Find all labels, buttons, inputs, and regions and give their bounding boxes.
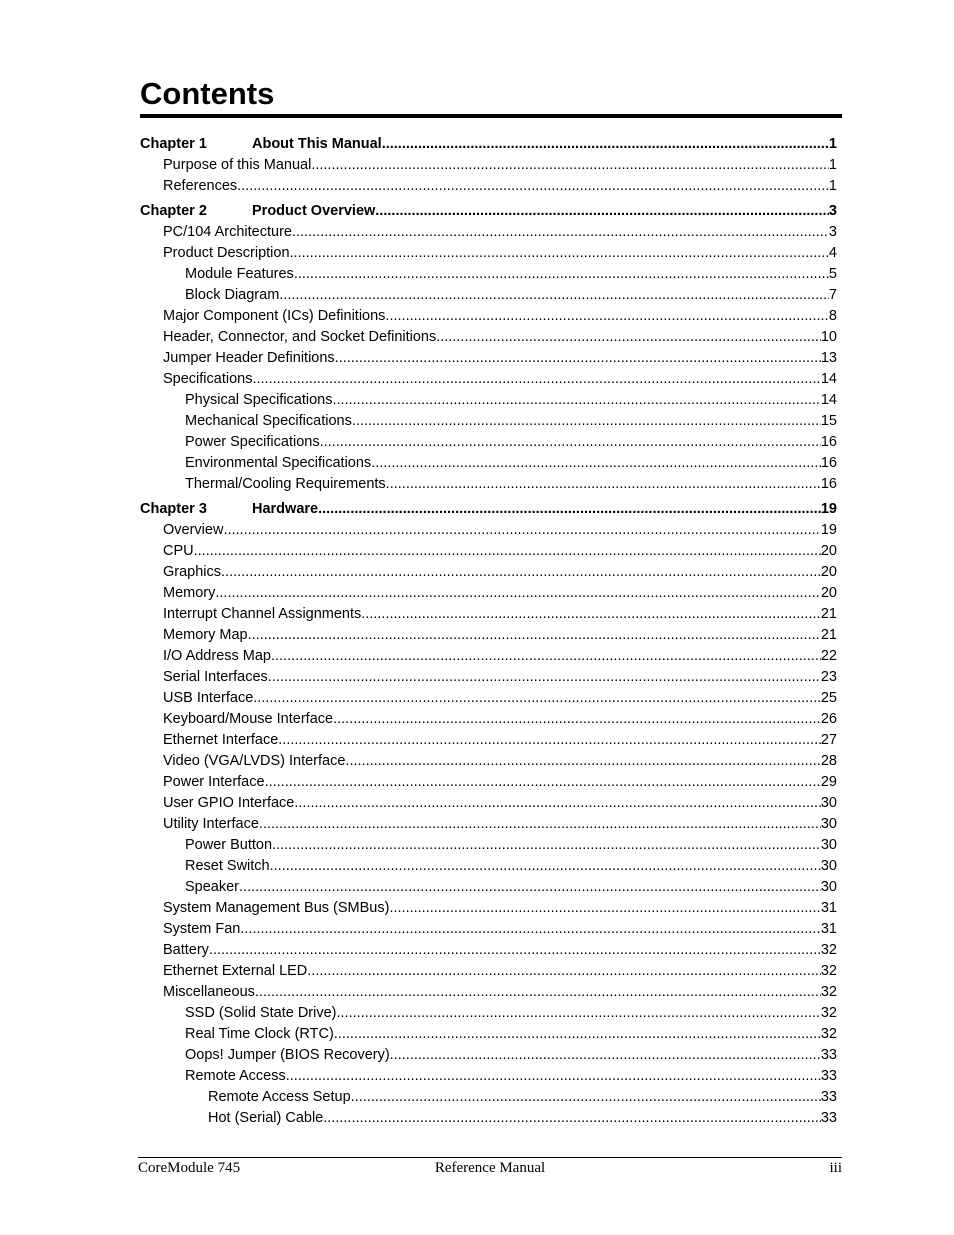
toc-entry-row[interactable] — [140, 264, 837, 285]
toc-entry-row[interactable] — [140, 369, 837, 390]
toc-entry-title: Real Time Clock (RTC) — [185, 1026, 334, 1042]
toc-entry-row[interactable] — [140, 772, 837, 793]
toc-entry-title: Hot (Serial) Cable — [208, 1110, 324, 1126]
toc-entry-title: Oops! Jumper (BIOS Recovery) — [185, 1047, 390, 1063]
toc-page-number: 32 — [820, 942, 837, 958]
toc-entry-row[interactable] — [140, 919, 837, 940]
toc-page-number: 16 — [820, 455, 837, 471]
toc-page-number: 33 — [820, 1047, 837, 1063]
toc-dot-leader — [272, 835, 821, 856]
toc-dot-leader — [382, 134, 829, 155]
toc-entry-title: Specifications — [163, 371, 253, 387]
table-of-contents — [140, 134, 837, 1129]
toc-page-number: 33 — [820, 1089, 837, 1105]
toc-page-number: 32 — [820, 984, 837, 1000]
title-rule — [140, 114, 842, 118]
toc-page-number: 21 — [820, 606, 837, 622]
toc-entry-row[interactable] — [140, 432, 837, 453]
toc-dot-leader — [292, 222, 829, 243]
toc-entry-row[interactable] — [140, 155, 837, 176]
toc-entry-row[interactable] — [140, 1045, 837, 1066]
toc-dot-leader — [271, 646, 821, 667]
toc-page-number: 16 — [820, 434, 837, 450]
toc-entry-row[interactable] — [140, 688, 837, 709]
toc-dot-leader — [307, 961, 821, 982]
toc-page-number: 20 — [820, 585, 837, 601]
toc-chapter-row[interactable] — [140, 499, 837, 520]
toc-entry-title: Thermal/Cooling Requirements — [185, 476, 386, 492]
toc-entry-title: Keyboard/Mouse Interface — [163, 711, 334, 727]
toc-entry-title: System Fan — [163, 921, 241, 937]
toc-entry-title: Block Diagram — [185, 287, 280, 303]
footer-rule — [138, 1157, 842, 1158]
toc-page-number: 8 — [828, 308, 837, 324]
toc-dot-leader — [221, 562, 821, 583]
toc-entry-title: SSD (Solid State Drive) — [185, 1005, 337, 1021]
toc-dot-leader — [255, 982, 821, 1003]
toc-entry-row[interactable] — [140, 562, 837, 583]
toc-entry-title: Memory Map — [163, 627, 248, 643]
toc-chapter-row[interactable] — [140, 201, 837, 222]
toc-dot-leader — [294, 793, 821, 814]
toc-page-number: 3 — [828, 203, 837, 219]
toc-page-number: 32 — [820, 1026, 837, 1042]
toc-entry-title: Graphics — [163, 564, 222, 580]
toc-dot-leader — [209, 940, 821, 961]
toc-page-number: 13 — [820, 350, 837, 366]
toc-dot-leader — [361, 604, 821, 625]
toc-entry-title: Product Overview — [252, 203, 376, 219]
toc-page-number: 30 — [820, 795, 837, 811]
toc-entry-title: Serial Interfaces — [163, 669, 268, 685]
toc-entry-title: Remote Access Setup — [208, 1089, 351, 1105]
toc-entry-title: Product Description — [163, 245, 290, 261]
toc-page-number: 16 — [820, 476, 837, 492]
toc-entry-row[interactable] — [140, 1108, 837, 1129]
toc-chapter-number: Chapter 3 — [140, 501, 207, 517]
toc-entry-title: References — [163, 178, 238, 194]
toc-entry-row[interactable] — [140, 814, 837, 835]
toc-entry-row[interactable] — [140, 583, 837, 604]
toc-entry-title: Utility Interface — [163, 816, 259, 832]
toc-dot-leader — [248, 625, 821, 646]
toc-page-number: 19 — [820, 501, 837, 517]
toc-entry-title: System Management Bus (SMBus) — [163, 900, 390, 916]
toc-dot-leader — [294, 264, 829, 285]
toc-entry-title: Miscellaneous — [163, 984, 255, 1000]
page-title: Contents — [140, 76, 275, 111]
toc-dot-leader — [335, 348, 821, 369]
toc-dot-leader — [279, 285, 829, 306]
toc-entry-row[interactable] — [140, 1003, 837, 1024]
toc-entry-title: I/O Address Map — [163, 648, 271, 664]
toc-page-number: 22 — [820, 648, 837, 664]
toc-dot-leader — [239, 877, 821, 898]
toc-page-number: 20 — [820, 543, 837, 559]
toc-entry-title: Major Component (ICs) Definitions — [163, 308, 386, 324]
toc-entry-row[interactable] — [140, 520, 837, 541]
toc-dot-leader — [223, 520, 820, 541]
toc-dot-leader — [268, 667, 821, 688]
toc-dot-leader — [311, 155, 829, 176]
toc-page-number: 30 — [820, 858, 837, 874]
toc-entry-row[interactable] — [140, 835, 837, 856]
toc-entry-row[interactable] — [140, 751, 837, 772]
toc-dot-leader — [386, 474, 821, 495]
toc-dot-leader — [259, 814, 821, 835]
toc-entry-title: About This Manual — [252, 136, 382, 152]
toc-page-number: 23 — [820, 669, 837, 685]
footer-product-name: CoreModule 745 — [138, 1160, 241, 1176]
toc-dot-leader — [436, 327, 821, 348]
toc-entry-row[interactable] — [140, 327, 837, 348]
toc-page-number: 31 — [820, 921, 837, 937]
toc-entry-title: Jumper Header Definitions — [163, 350, 335, 366]
toc-entry-title: Purpose of this Manual — [163, 157, 312, 173]
toc-page-number: 30 — [820, 816, 837, 832]
toc-chapter-number: Chapter 1 — [140, 136, 207, 152]
toc-page-number: 25 — [820, 690, 837, 706]
toc-page-number: 19 — [820, 522, 837, 538]
toc-entry-row[interactable] — [140, 222, 837, 243]
toc-entry-row[interactable] — [140, 390, 837, 411]
toc-dot-leader — [334, 1024, 821, 1045]
toc-entry-title: Speaker — [185, 879, 240, 895]
toc-entry-row[interactable] — [140, 604, 837, 625]
toc-dot-leader — [345, 751, 820, 772]
toc-dot-leader — [371, 453, 821, 474]
toc-page-number: 4 — [828, 245, 837, 261]
toc-dot-leader — [318, 499, 821, 520]
toc-dot-leader — [270, 856, 821, 877]
toc-entry-title: Hardware — [252, 501, 319, 517]
footer-page-number: iii — [829, 1160, 842, 1176]
toc-dot-leader — [375, 201, 829, 222]
toc-entry-title: Video (VGA/LVDS) Interface — [163, 753, 346, 769]
toc-dot-leader — [323, 1108, 821, 1129]
toc-page-number: 1 — [828, 136, 837, 152]
toc-entry-title: Memory — [163, 585, 216, 601]
toc-entry-row[interactable] — [140, 877, 837, 898]
toc-entry-row[interactable] — [140, 646, 837, 667]
toc-entry-title: Power Button — [185, 837, 273, 853]
toc-page-number: 32 — [820, 1005, 837, 1021]
toc-entry-row[interactable] — [140, 411, 837, 432]
toc-dot-leader — [390, 1045, 821, 1066]
toc-dot-leader — [194, 541, 821, 562]
toc-entry-row[interactable] — [140, 856, 837, 877]
toc-entry-title: CPU — [163, 543, 194, 559]
toc-dot-leader — [253, 688, 821, 709]
toc-chapter-row[interactable] — [140, 134, 837, 155]
toc-entry-row[interactable] — [140, 625, 837, 646]
toc-dot-leader — [265, 772, 821, 793]
toc-entry-row[interactable] — [140, 541, 837, 562]
toc-dot-leader — [351, 1087, 821, 1108]
toc-page-number: 14 — [820, 371, 837, 387]
toc-entry-title: Power Interface — [163, 774, 265, 790]
toc-entry-row[interactable] — [140, 1024, 837, 1045]
toc-page-number: 3 — [828, 224, 837, 240]
toc-entry-row[interactable] — [140, 1087, 837, 1108]
toc-entry-title: Overview — [163, 522, 224, 538]
toc-entry-title: Power Specifications — [185, 434, 320, 450]
toc-entry-title: Interrupt Channel Assignments — [163, 606, 362, 622]
toc-dot-leader — [278, 730, 821, 751]
toc-dot-leader — [337, 1003, 821, 1024]
toc-entry-title: Physical Specifications — [185, 392, 333, 408]
toc-dot-leader — [215, 583, 820, 604]
toc-dot-leader — [286, 1066, 821, 1087]
toc-page-number: 10 — [820, 329, 837, 345]
toc-page-number: 20 — [820, 564, 837, 580]
toc-entry-title: Module Features — [185, 266, 294, 282]
toc-entry-row[interactable] — [140, 940, 837, 961]
toc-dot-leader — [352, 411, 821, 432]
toc-entry-row[interactable] — [140, 285, 837, 306]
footer-document-type: Reference Manual — [434, 1160, 546, 1176]
toc-dot-leader — [320, 432, 821, 453]
toc-page-number: 1 — [828, 178, 837, 194]
toc-entry-row[interactable] — [140, 982, 837, 1003]
toc-page-number: 26 — [820, 711, 837, 727]
toc-dot-leader — [237, 176, 829, 197]
toc-page-number: 29 — [820, 774, 837, 790]
toc-entry-title: Ethernet Interface — [163, 732, 279, 748]
toc-entry-row[interactable] — [140, 348, 837, 369]
toc-page-number: 15 — [820, 413, 837, 429]
toc-page-number: 30 — [820, 837, 837, 853]
toc-entry-row[interactable] — [140, 474, 837, 495]
toc-page-number: 5 — [828, 266, 837, 282]
toc-page-number: 30 — [820, 879, 837, 895]
toc-entry-row[interactable] — [140, 243, 837, 264]
toc-entry-title: Battery — [163, 942, 209, 958]
toc-dot-leader — [385, 306, 829, 327]
toc-entry-row[interactable] — [140, 1066, 837, 1087]
toc-dot-leader — [252, 369, 820, 390]
toc-page-number: 32 — [820, 963, 837, 979]
toc-page-number: 1 — [828, 157, 837, 173]
toc-entry-title: USB Interface — [163, 690, 254, 706]
toc-entry-title: Header, Connector, and Socket Definitions — [163, 329, 437, 345]
toc-entry-row[interactable] — [140, 709, 837, 730]
toc-entry-title: Environmental Specifications — [185, 455, 372, 471]
toc-chapter-number: Chapter 2 — [140, 203, 207, 219]
toc-page-number: 31 — [820, 900, 837, 916]
toc-entry-title: Reset Switch — [185, 858, 270, 874]
toc-page-number: 21 — [820, 627, 837, 643]
toc-entry-title: User GPIO Interface — [163, 795, 295, 811]
toc-dot-leader — [333, 709, 821, 730]
toc-entry-row[interactable] — [140, 793, 837, 814]
toc-page-number: 14 — [820, 392, 837, 408]
toc-entry-row[interactable] — [140, 898, 837, 919]
toc-entry-row[interactable] — [140, 961, 837, 982]
toc-entry-row[interactable] — [140, 453, 837, 474]
toc-entry-title: Remote Access — [185, 1068, 286, 1084]
toc-dot-leader — [240, 919, 821, 940]
toc-entry-row[interactable] — [140, 176, 837, 197]
toc-page-number: 27 — [820, 732, 837, 748]
toc-entry-title: Mechanical Specifications — [185, 413, 352, 429]
toc-page-number: 33 — [820, 1110, 837, 1126]
toc-page-number: 28 — [820, 753, 837, 769]
toc-entry-title: PC/104 Architecture — [163, 224, 292, 240]
toc-page-number: 7 — [828, 287, 837, 303]
toc-dot-leader — [389, 898, 820, 919]
toc-dot-leader — [290, 243, 829, 264]
toc-entry-title: Ethernet External LED — [163, 963, 308, 979]
toc-entry-row[interactable] — [140, 730, 837, 751]
toc-page-number: 33 — [820, 1068, 837, 1084]
toc-dot-leader — [333, 390, 821, 411]
toc-entry-row[interactable] — [140, 667, 837, 688]
toc-entry-row[interactable] — [140, 306, 837, 327]
